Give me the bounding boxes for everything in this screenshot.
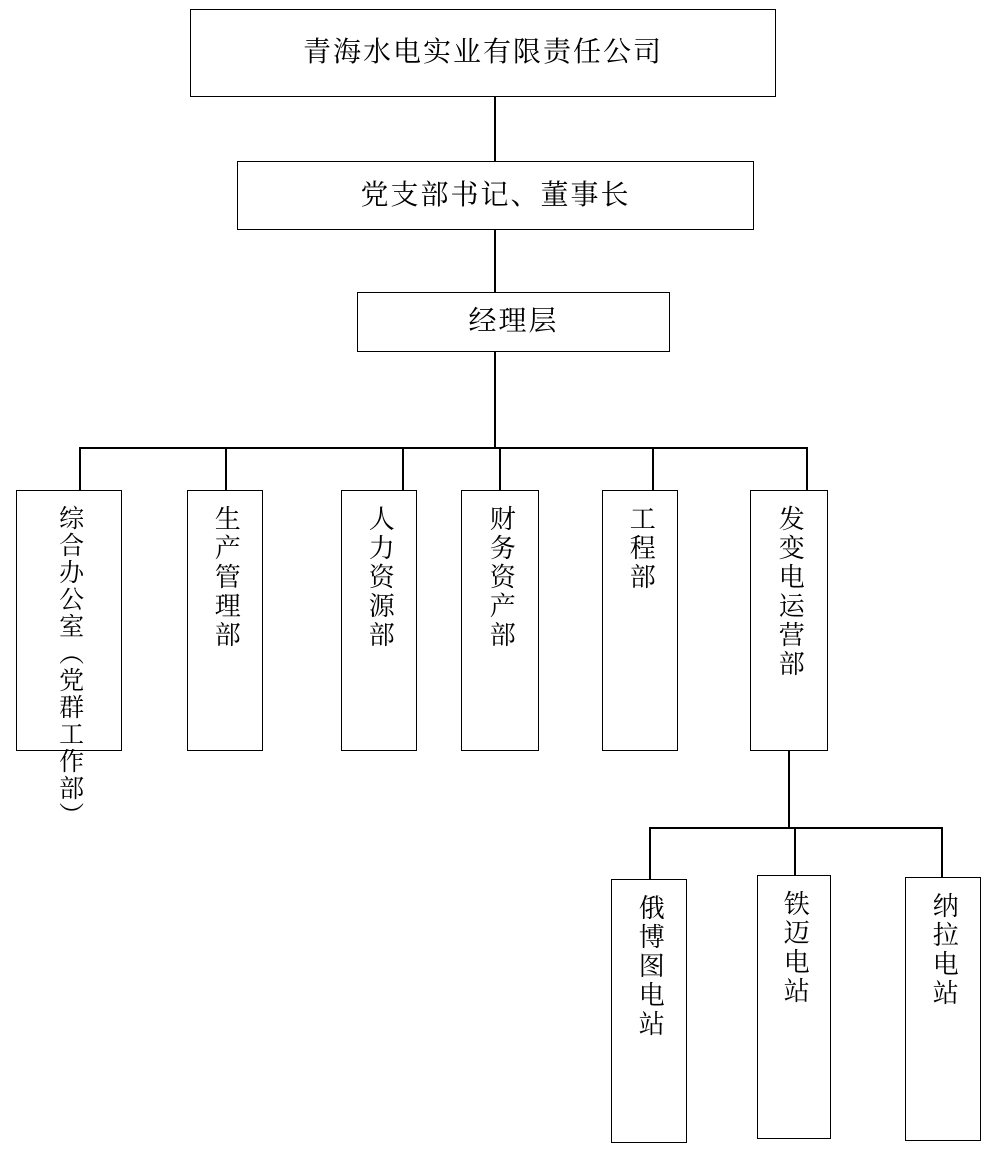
connector-bus-to-dept-3 <box>402 447 404 490</box>
node-dept-engineering-label: 工程部 <box>626 505 656 592</box>
connector-dept6-to-station-bus <box>788 751 790 828</box>
node-dept-finance-assets[interactable] <box>461 490 539 751</box>
node-dept-general-office-label: 综合办公室（党群工作部） <box>55 505 83 829</box>
connector-bus-to-dept-1 <box>79 447 81 490</box>
connector-bus-to-dept-4 <box>499 447 501 490</box>
node-dept-human-resources-label: 人力资源部 <box>365 505 395 650</box>
node-dept-production-management-label: 生产管理部 <box>211 505 241 650</box>
connector-company-to-chair <box>494 97 496 161</box>
connector-bus-to-dept-2 <box>225 447 227 490</box>
node-party-chair[interactable] <box>237 161 754 230</box>
connector-bus-to-station-2 <box>794 827 796 875</box>
node-company[interactable] <box>190 9 776 97</box>
node-dept-human-resources[interactable] <box>341 490 417 751</box>
node-station-nala[interactable] <box>905 877 981 1141</box>
connector-chair-to-manager <box>494 230 496 292</box>
node-dept-engineering[interactable] <box>602 490 678 751</box>
node-manager-layer-label: 经理层 <box>468 306 559 338</box>
node-station-ebotu-label: 俄博图电站 <box>635 894 665 1039</box>
node-dept-production-management[interactable] <box>187 490 263 751</box>
department-bus <box>79 447 807 449</box>
node-station-ebotu[interactable] <box>611 879 687 1143</box>
node-dept-finance-assets-label: 财务资产部 <box>486 505 516 650</box>
connector-bus-to-dept-6 <box>806 447 808 490</box>
node-station-tiemai-label: 铁迈电站 <box>780 890 810 1006</box>
node-party-chair-label: 党支部书记、董事长 <box>360 179 631 211</box>
connector-bus-to-station-1 <box>649 827 651 879</box>
node-station-nala-label: 纳拉电站 <box>929 892 959 1008</box>
node-manager-layer[interactable] <box>357 292 670 352</box>
node-dept-power-transmission-operations-label: 发变电运营部 <box>775 505 805 679</box>
station-bus <box>649 827 943 829</box>
node-dept-general-office[interactable] <box>16 490 122 829</box>
connector-manager-to-bus <box>494 352 496 448</box>
connector-bus-to-dept-5 <box>652 447 654 490</box>
node-station-tiemai[interactable] <box>757 875 831 1139</box>
node-dept-power-transmission-operations[interactable] <box>750 490 828 751</box>
node-company-label: 青海水电实业有限责任公司 <box>302 37 663 69</box>
connector-bus-to-station-3 <box>941 827 943 877</box>
